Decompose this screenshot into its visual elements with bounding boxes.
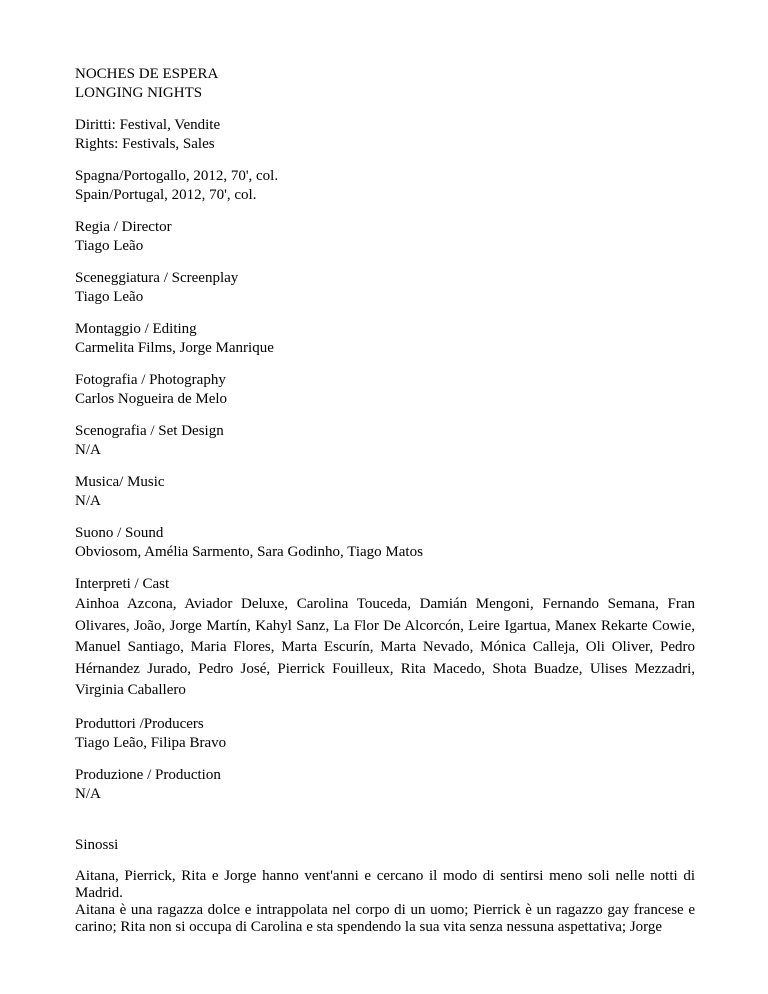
origin-italian: Spagna/Portogallo, 2012, 70', col. xyxy=(75,168,279,184)
credit-producers xyxy=(75,715,695,753)
credit-label: Sceneggiatura / Screenplay xyxy=(75,270,239,286)
credit-screenplay xyxy=(75,269,695,307)
credit-editing xyxy=(75,320,695,358)
credit-value: Tiago Leão xyxy=(75,238,144,254)
credit-set-design xyxy=(75,422,695,460)
document-page xyxy=(75,65,695,936)
credit-photography xyxy=(75,371,695,409)
credit-value: Carlos Nogueira de Melo xyxy=(75,391,228,407)
title-block xyxy=(75,65,695,103)
credit-label: Musica/ Music xyxy=(75,474,165,490)
credit-value: N/A xyxy=(75,442,101,458)
credit-label: Suono / Sound xyxy=(75,525,164,541)
credit-label: Fotografia / Photography xyxy=(75,372,226,388)
credit-value: N/A xyxy=(75,493,101,509)
cast-list: Ainhoa Azcona, Aviador Deluxe, Carolina Touceda, Damián Mengoni, Fernando Semana, Fran Olivares, João, Jorge Martín, Kahyl Sanz, La Flor De Alcorcón, Leire Igartua, Manex Rekarte Cowie, Manuel Santiago, Maria Flores, Marta Escurín, Marta Nevado, Mónica Calleja, Oli Oliver, Pedro Hérnandez Jurado, Pedro José, Pierrick Fouilleux, Rita Macedo, Shota Buadze, Ulises Mezzadri, Virginia Caballero xyxy=(75,596,695,698)
synopsis-heading: Sinossi xyxy=(75,836,119,853)
origin-block xyxy=(75,167,695,205)
credit-value: Obviosom, Amélia Sarmento, Sara Godinho, Tiago Matos xyxy=(75,544,423,560)
rights-block xyxy=(75,116,695,154)
credit-label: Produttori /Producers xyxy=(75,715,204,732)
credit-label: Regia / Director xyxy=(75,219,172,235)
synopsis-paragraph-2: Aitana è una ragazza dolce e intrappolata nel corpo di un uomo; Pierrick è un ragazzo gay francese e carino; Rita non si occupa di Carolina e sta spendendo la sua vita senza nessuna aspettativa; Jorge xyxy=(75,901,695,935)
credit-value: Tiago Leão xyxy=(75,289,144,305)
credit-production xyxy=(75,766,695,804)
credit-cast xyxy=(75,575,695,702)
credit-director xyxy=(75,218,695,256)
credit-value: Carmelita Films, Jorge Manrique xyxy=(75,340,274,356)
credit-value: Tiago Leão, Filipa Bravo xyxy=(75,734,227,751)
credit-value: N/A xyxy=(75,785,101,802)
credit-label: Interpreti / Cast xyxy=(75,576,170,592)
credit-label: Montaggio / Editing xyxy=(75,321,197,337)
rights-italian: Diritti: Festival, Vendite xyxy=(75,117,221,133)
credit-label: Scenografia / Set Design xyxy=(75,423,224,439)
credit-music xyxy=(75,473,695,511)
title-english: LONGING NIGHTS xyxy=(75,85,203,101)
credit-sound xyxy=(75,524,695,562)
synopsis-paragraph-1: Aitana, Pierrick, Rita e Jorge hanno vent'anni e cercano il modo di sentirsi meno soli nelle notti di Madrid. xyxy=(75,867,695,901)
title-italian: NOCHES DE ESPERA xyxy=(75,66,219,82)
rights-english: Rights: Festivals, Sales xyxy=(75,136,215,152)
origin-english: Spain/Portugal, 2012, 70', col. xyxy=(75,187,257,203)
credit-label: Produzione / Production xyxy=(75,766,221,783)
